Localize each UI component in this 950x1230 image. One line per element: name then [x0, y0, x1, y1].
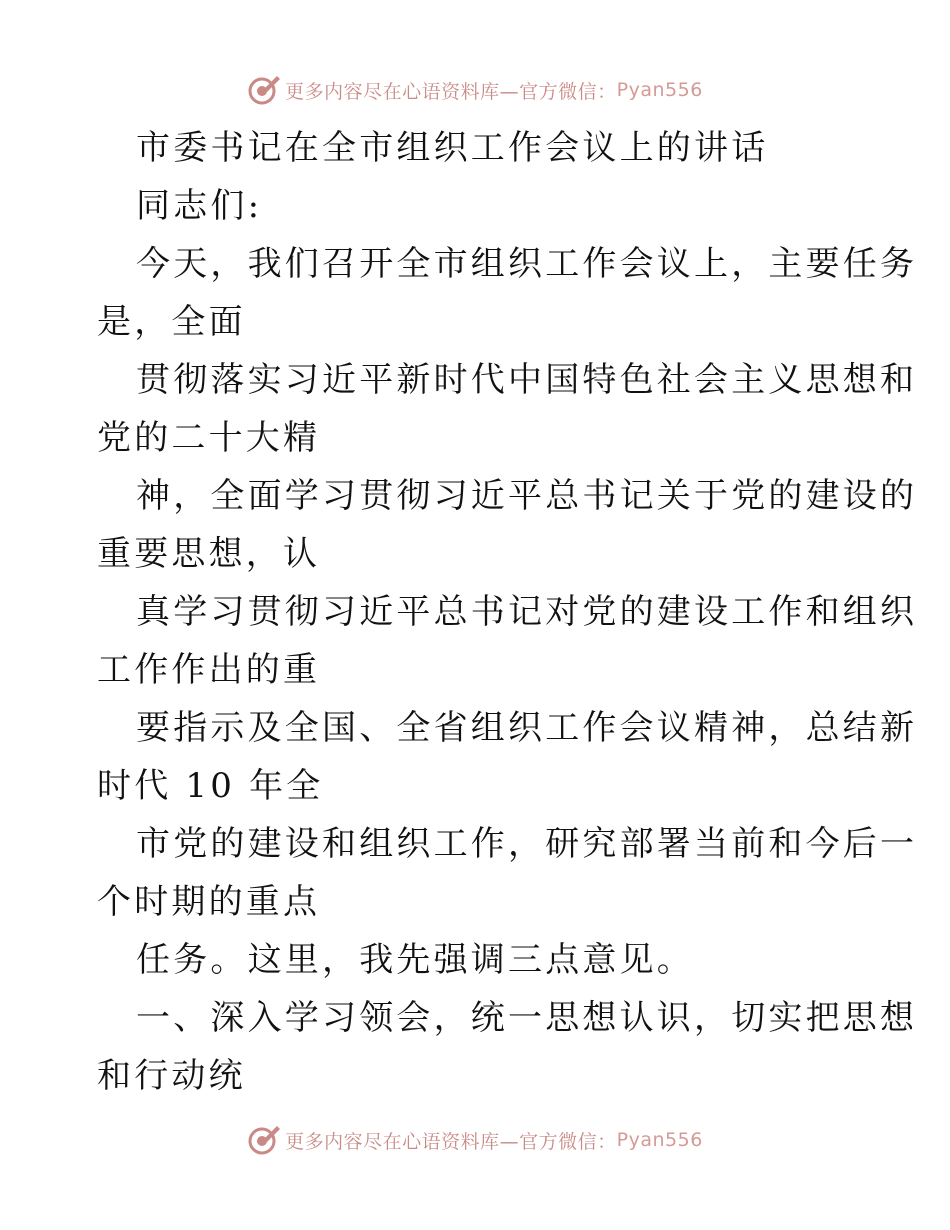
pen-circle-logo-icon — [247, 1123, 281, 1157]
section-heading-line: 一、深入学习领会，统一思想认识，切实把思想 — [136, 998, 918, 1038]
paragraph-line: 贯彻落实习近平新时代中国特色社会主义思想和 — [136, 360, 918, 400]
paragraph-line: 个时期的重点 — [97, 882, 321, 922]
document-title: 市委书记在全市组织工作会议上的讲话 — [136, 128, 769, 168]
watermark-header — [0, 72, 950, 108]
paragraph-line: 要指示及全国、全省组织工作会议精神，总结新 — [136, 708, 918, 748]
paragraph-line: 工作作出的重 — [97, 650, 321, 690]
watermark-handle: Pyan556 — [616, 1129, 703, 1151]
watermark-footer — [0, 1122, 950, 1158]
salutation: 同志们: — [136, 186, 263, 226]
paragraph-line: 是，全面 — [97, 302, 246, 342]
paragraph-line: 重要思想，认 — [97, 534, 321, 574]
paragraph-line: 时代 10 年全 — [97, 766, 324, 806]
paragraph-line: 真学习贯彻习近平总书记对党的建设工作和组织 — [136, 592, 918, 632]
paragraph-line: 任务。这里，我先强调三点意见。 — [136, 940, 694, 980]
paragraph-line: 党的二十大精 — [97, 418, 321, 458]
watermark-handle: Pyan556 — [616, 79, 703, 101]
watermark-text: 更多内容尽在心语资料库—官方微信： — [285, 1130, 617, 1153]
section-heading-line: 和行动统 — [97, 1056, 246, 1096]
paragraph-line: 市党的建设和组织工作，研究部署当前和今后一 — [136, 824, 918, 864]
pen-circle-logo-icon — [247, 73, 281, 107]
watermark-text: 更多内容尽在心语资料库—官方微信： — [285, 80, 617, 103]
paragraph-line: 今天，我们召开全市组织工作会议上，主要任务 — [136, 244, 918, 284]
paragraph-line: 神，全面学习贯彻习近平总书记关于党的建设的 — [136, 476, 918, 516]
